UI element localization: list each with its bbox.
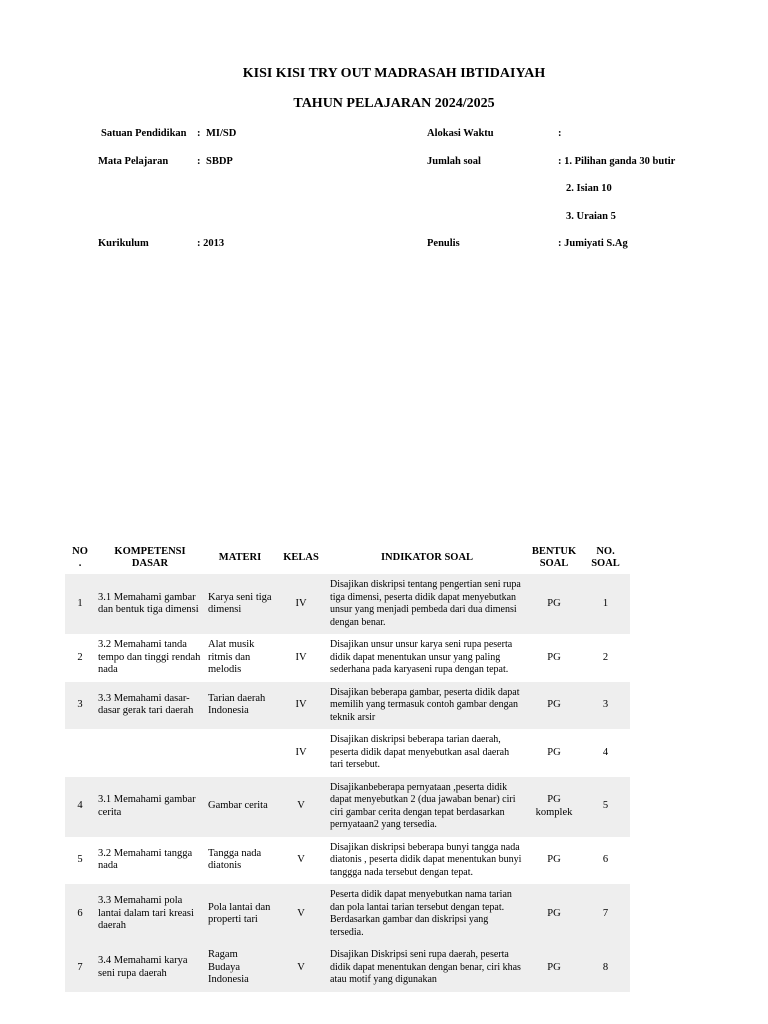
cell-materi: Alat musik ritmis dan melodis	[208, 639, 255, 675]
cell-no-soal: 7	[581, 884, 630, 944]
cell-indikator: Disajikan Diskripsi seni rupa daerah, peserta didik dapat menentukan dengan benar, ciri khas atau motif yang digunakan	[327, 944, 527, 992]
cell-kelas: IV	[275, 682, 327, 730]
header-no: NO .	[72, 546, 88, 569]
cell-kompetensi: 3.3 Memahami dasar-dasar gerak tari daerah	[95, 682, 205, 730]
cell-kelas: V	[275, 884, 327, 944]
cell-indikator: Disajikanbeberapa pernyataan ,peserta didik dapat menyebutkan 2 (dua jawaban benar) ciri ciri gambar cerita dengan tepat berdasarkan pernyataan2 yang tersedia.	[327, 777, 527, 837]
cell-kelas: IV	[295, 651, 307, 663]
cell-kompetensi: 3.2 Memahami tanda tempo dan tinggi rendah nada	[98, 639, 201, 675]
cell-kelas: V	[275, 777, 327, 837]
cell-no: 7	[65, 944, 95, 992]
cell-indikator: Peserta didik dapat menyebutkan nama tarian dan pola lantai tarian tersebut dengan tepat. Berdasarkan gambar dan diskripsi yang tersedia.	[327, 884, 527, 944]
cell-materi: Tangga nada diatonis	[208, 847, 262, 872]
cell-materi: Gambar cerita	[205, 777, 275, 837]
cell-materi: Karya seni tiga dimensi	[205, 574, 275, 634]
jumlah-label: Jumlah soal	[427, 156, 481, 167]
cell-no: 3	[65, 682, 95, 730]
cell-no	[65, 729, 95, 777]
mapel-value: SBDP	[206, 156, 233, 167]
satuan-label: Satuan Pendidikan	[101, 128, 187, 139]
cell-bentuk: PG komplek	[527, 777, 581, 837]
cell-bentuk: PG	[547, 746, 561, 758]
table-row	[65, 884, 630, 944]
cell-no-soal: 3	[581, 682, 630, 730]
header-kelas: KELAS	[283, 552, 319, 563]
alokasi-value: :	[558, 128, 562, 139]
cell-indikator: Disajikan beberapa gambar, peserta didik dapat memilih yang termasuk contoh gambar dengan teknik arsir	[327, 682, 527, 730]
cell-indikator: Disajikan diskripsi beberapa tarian daerah, peserta didik dapat menyebutkan asal daerah tari tersebut.	[330, 734, 510, 770]
cell-no: 4	[65, 777, 95, 837]
jumlah-line-2: 2. Isian 10	[566, 183, 612, 194]
satuan-value: MI/SD	[206, 128, 237, 139]
cell-indikator: Disajikan diskripsi beberapa bunyi tangga nada diatonis , peserta didik dapat menentukan bunyi tanggga nada tersebut dengan tepat.	[330, 841, 522, 878]
header-no-soal: NO. SOAL	[591, 546, 620, 569]
cell-materi	[205, 729, 275, 777]
table-row	[65, 682, 630, 730]
cell-materi: Ragam Budaya Indonesia	[205, 944, 275, 992]
satuan-separator: :	[197, 128, 201, 139]
table-header-row	[65, 542, 630, 574]
jumlah-line-1: : 1. Pilihan ganda 30 butir	[558, 156, 676, 167]
jumlah-line-3: 3. Uraian 5	[566, 211, 616, 222]
cell-no: 6	[65, 884, 95, 944]
table-row	[65, 574, 630, 634]
header-materi: MATERI	[218, 552, 262, 563]
cell-no-soal: 2	[602, 651, 609, 663]
alokasi-label: Alokasi Waktu	[427, 128, 494, 139]
cell-materi: Pola lantai dan properti tari	[205, 884, 275, 944]
penulis-label: Penulis	[427, 238, 460, 249]
cell-no: 2	[77, 651, 83, 663]
cell-indikator: Disajikan diskripsi tentang pengertian seni rupa tiga dimensi, peserta didik dapat menyebutkan unsur yang menjadi pembeda dari dua dimensi dengan benar.	[327, 574, 527, 634]
cell-bentuk: PG	[527, 682, 581, 730]
cell-no-soal: 6	[602, 854, 609, 865]
cell-no: 5	[77, 854, 83, 865]
cell-bentuk: PG	[547, 651, 561, 663]
header-bentuk-soal: BENTUK SOAL	[531, 546, 577, 569]
table-row	[65, 944, 630, 992]
cell-kompetensi: 3.1 Memahami gambar cerita	[95, 777, 205, 837]
table-row	[65, 837, 630, 885]
cell-bentuk: PG	[527, 574, 581, 634]
table-row	[65, 729, 630, 777]
header-indikator: INDIKATOR SOAL	[380, 552, 474, 563]
cell-kelas: IV	[295, 746, 307, 758]
cell-kompetensi: 3.1 Memahami gambar dan bentuk tiga dimensi	[95, 574, 205, 634]
mapel-label: Mata Pelajaran	[98, 156, 169, 167]
table-row	[65, 634, 630, 682]
cell-no-soal: 8	[581, 944, 630, 992]
cell-bentuk: PG	[527, 944, 581, 992]
header-kompetensi-dasar: KOMPETENSI DASAR	[114, 546, 186, 569]
cell-kelas: V	[297, 854, 305, 865]
table-row	[65, 777, 630, 837]
cell-kelas: IV	[275, 574, 327, 634]
cell-kompetensi: 3.2 Memahami tangga nada	[98, 847, 193, 872]
cell-no-soal: 1	[581, 574, 630, 634]
mapel-separator: :	[197, 156, 201, 167]
cell-materi: Tarian daerah Indonesia	[205, 682, 275, 730]
kisi-table	[65, 542, 630, 992]
cell-kompetensi: 3.4 Memahami karya seni rupa daerah	[95, 944, 205, 992]
document-subtitle: TAHUN PELAJARAN 2024/2025	[293, 96, 495, 111]
cell-no-soal: 4	[602, 746, 609, 758]
cell-indikator: Disajikan unsur unsur karya seni rupa peserta didik dapat menentukan unsur yang paling sederhana pada karyaseni rupa dengan tepat.	[330, 639, 513, 675]
cell-kelas: V	[275, 944, 327, 992]
kurikulum-value: : 2013	[197, 238, 225, 249]
cell-bentuk: PG	[527, 884, 581, 944]
cell-no-soal: 5	[581, 777, 630, 837]
kurikulum-label: Kurikulum	[98, 238, 149, 249]
penulis-value: : Jumiyati S.Ag	[558, 238, 628, 249]
cell-kompetensi: 3.3 Memahami pola lantai dalam tari kreasi daerah	[95, 884, 205, 944]
cell-no: 1	[65, 574, 95, 634]
cell-kompetensi	[95, 729, 205, 777]
document-title: KISI KISI TRY OUT MADRASAH IBTIDAIYAH	[242, 66, 546, 81]
cell-bentuk: PG	[547, 854, 561, 865]
